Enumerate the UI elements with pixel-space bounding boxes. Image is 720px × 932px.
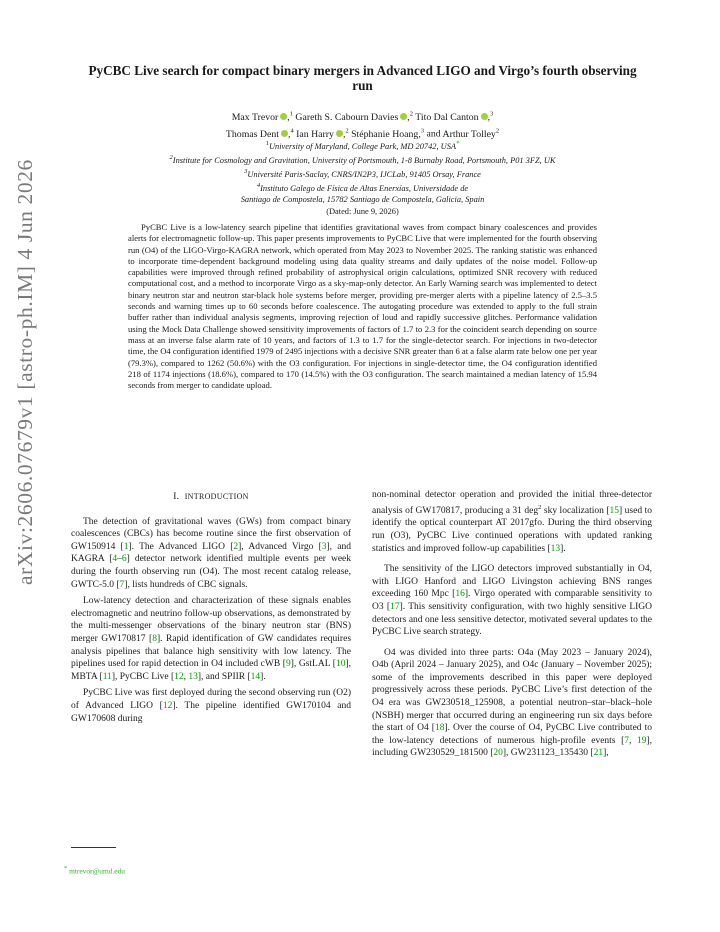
orcid-icon[interactable] <box>336 130 343 137</box>
arxiv-identifier: arXiv:2606.07679v1 [astro-ph.IM] 4 Jun 2026 <box>13 159 37 585</box>
date-line: (Dated: June 9, 2026) <box>326 206 399 216</box>
affiliation: Santiago de Compostela, 15782 Santiago de Compostela, Galicia, Spain <box>240 195 485 205</box>
footnote: * mtrevor@umd.edu <box>64 865 125 876</box>
affiliations <box>70 138 655 217</box>
author: Stéphanie Hoang,$^3$ <box>351 127 425 140</box>
author: Gareth S. Cabourn Davies ,$^2$ <box>295 111 413 124</box>
orcid-icon[interactable] <box>281 130 288 137</box>
author: Arthur Tolley$^2$ <box>442 127 500 140</box>
section-heading: I. INTRODUCTION <box>173 492 249 502</box>
orcid-icon[interactable] <box>481 113 488 120</box>
orcid-icon[interactable] <box>400 113 407 120</box>
orcid-icon[interactable] <box>280 113 287 120</box>
paragraph: Low-latency detection and characterization of these signals enables electromagnetic and neutrino follow-up observations, as demonstrated by the multi-messenger observations of the binary neutron star (BNS) merger GW170817 [8]. Rapid identification of GW candidates requires analysis pipelines that balance high sensitivity with low latency. The pipelines used for rapid detection in O4 included cWB [9], GstLAL [10], MBTA [11], PyCBC Live [12, 13], and SPIIR [14]. <box>71 596 352 682</box>
author: Thomas Dent ,$^4$ <box>225 127 294 140</box>
paragraph: PyCBC Live was first deployed during the second observing run (O2) of Advanced LIGO [12]. The pipeline identified GW170104 and GW170608 during <box>71 688 351 724</box>
author: Ian Harry ,$^2$ <box>296 127 349 140</box>
abstract: PyCBC Live is a low-latency search pipeline that identifies gravitational waves from compact binary coalescences and provides alerts for electromagnetic follow-up. This paper presents improvements to PyCBC Live that were implemented for the fourth observing run (O4) of the LIGO-Virgo-KAGRA network, which operated from May 2023 to November 2025. The ranking statistic was enhanced to incorporate time-dependent background modeling using data quality streams and daily updates of the noise model. Follow-up capabilities were improved through refined probability of astrophysical origin calculations, optimized SNR recovery with reduced computational cost, and a method to incorporate Virgo as a sky-map-only detector. An Early Warning search was implemented to detect binary neutron star and neutron star-black hole systems before merger, providing pre-merger alerts with a pipeline latency of 2.5–3.5 seconds and warning times up to 60 seconds before coalescence. The autogating procedure was extended to apply to the full strain buffer rather than individual analysis segments, improving rejection of loud and rapidly successive glitches. Performance validation using the Mock Data Challenge showed sensitivity improvements of factors of 1.7 to 2.3 for the coincident search depending on source mass at an inverse false alarm rate of 10 years, and factors of 1.3 to 1.7 for the single-detector search. For injections in two-detector time, the O4 configuration identified 1979 of 2495 injections with a decisive SNR greater than 6 at a false alarm rate below one per year (79.3%), compared to 1262 (50.6%) with the O3 configuration. For injections in single-detector time, the O4 configuration identified 218 of 1174 injections (18.6%), compared to 170 (14.5%) with the O3 configuration. The search maintained a median latency of 15.94 seconds from merger to candidate upload. <box>128 222 597 391</box>
affiliation: $^4$Instituto Galego de Física de Altas Enerxías, Universidade de <box>256 182 469 194</box>
paragraph: The sensitivity of the LIGO detectors improved substantially in O4, with LIGO Hanford and LIGO Livingston achieving BNS ranges exceeding 160 Mpc [16]. Virgo operated with comparable sensitivity to O3 [17]. This sensitivity configuration, with two highly sensitive LIGO detectors and one less sensitive detector, motivated several updates to the PyCBC Live search strategy. <box>372 564 653 638</box>
email-link[interactable]: mtrevor@umd.edu <box>69 866 125 876</box>
author: Tito Dal Canton ,$^3$ <box>415 111 494 124</box>
footnote-rule <box>71 847 116 848</box>
affiliation: $^2$Institute for Cosmology and Gravitation, University of Portsmouth, 1-8 Burnaby Road, Portsmouth, P01 3FZ, UK <box>169 154 556 165</box>
left-column <box>71 491 351 729</box>
paper-title: PyCBC Live search for compact binary mergers in Advanced LIGO and Virgo’s fourth observing run <box>88 63 637 93</box>
paragraph: non-nominal detector operation and provided the initial three-detector analysis of GW170817, producing a 31 deg$^2$ sky localization [15] used to identify the optical counterpart AT 2017gfo. During the third observing run (O3), PyCBC Live continued operations with updated ranking statistics and improved follow-up capabilities [13]. <box>372 490 652 554</box>
affiliation: $^1$University of Maryland, College Park, MD 20742, USA* <box>265 140 460 151</box>
paragraph: O4 was divided into three parts: O4a (May 2023 – January 2024), O4b (April 2024 – January 2025), and O4c (January – November 2025); some of the improvements described in this paper were deployed progressively across these periods. PyCBC Live’s first detection of the O4 era was GW230518_125908, a potential neutron–star–black–hole (NSBH) merger that occurred during an engineering run six days before the start of O4 [18]. Over the course of O4, PyCBC Live contributed to the low-latency detections of numerous high-profile events [7, 19], including GW230529_181500 [20], GW231123_135430 [21], <box>372 647 653 759</box>
author-list: Max Trevor ,$^1$ Gareth S. Cabourn Davies ,$^2$ Tito Dal Canton ,$^3$ Thomas Dent ,$^4$ Ian Harry ,$^2$ Stéphanie Hoang,$^3$ and Arthur Tolley$^2$ <box>225 111 500 140</box>
author: Max Trevor ,$^1$ <box>231 111 293 124</box>
right-column <box>372 489 652 764</box>
paragraph: The detection of gravitational waves (GWs) from compact binary coalescences (CBCs) has become routine since the first observation of GW150914 [1]. The Advanced LIGO [2], Advanced Virgo [3], and KAGRA [4–6] detector network identified multiple events per week during the fourth observing run (O4). The most recent catalog release, GWTC-5.0 [7], lists hundreds of CBC signals. <box>71 516 352 590</box>
affiliation: $^3$Université Paris-Saclay, CNRS/IN2P3, IJCLab, 91405 Orsay, France <box>244 168 481 179</box>
